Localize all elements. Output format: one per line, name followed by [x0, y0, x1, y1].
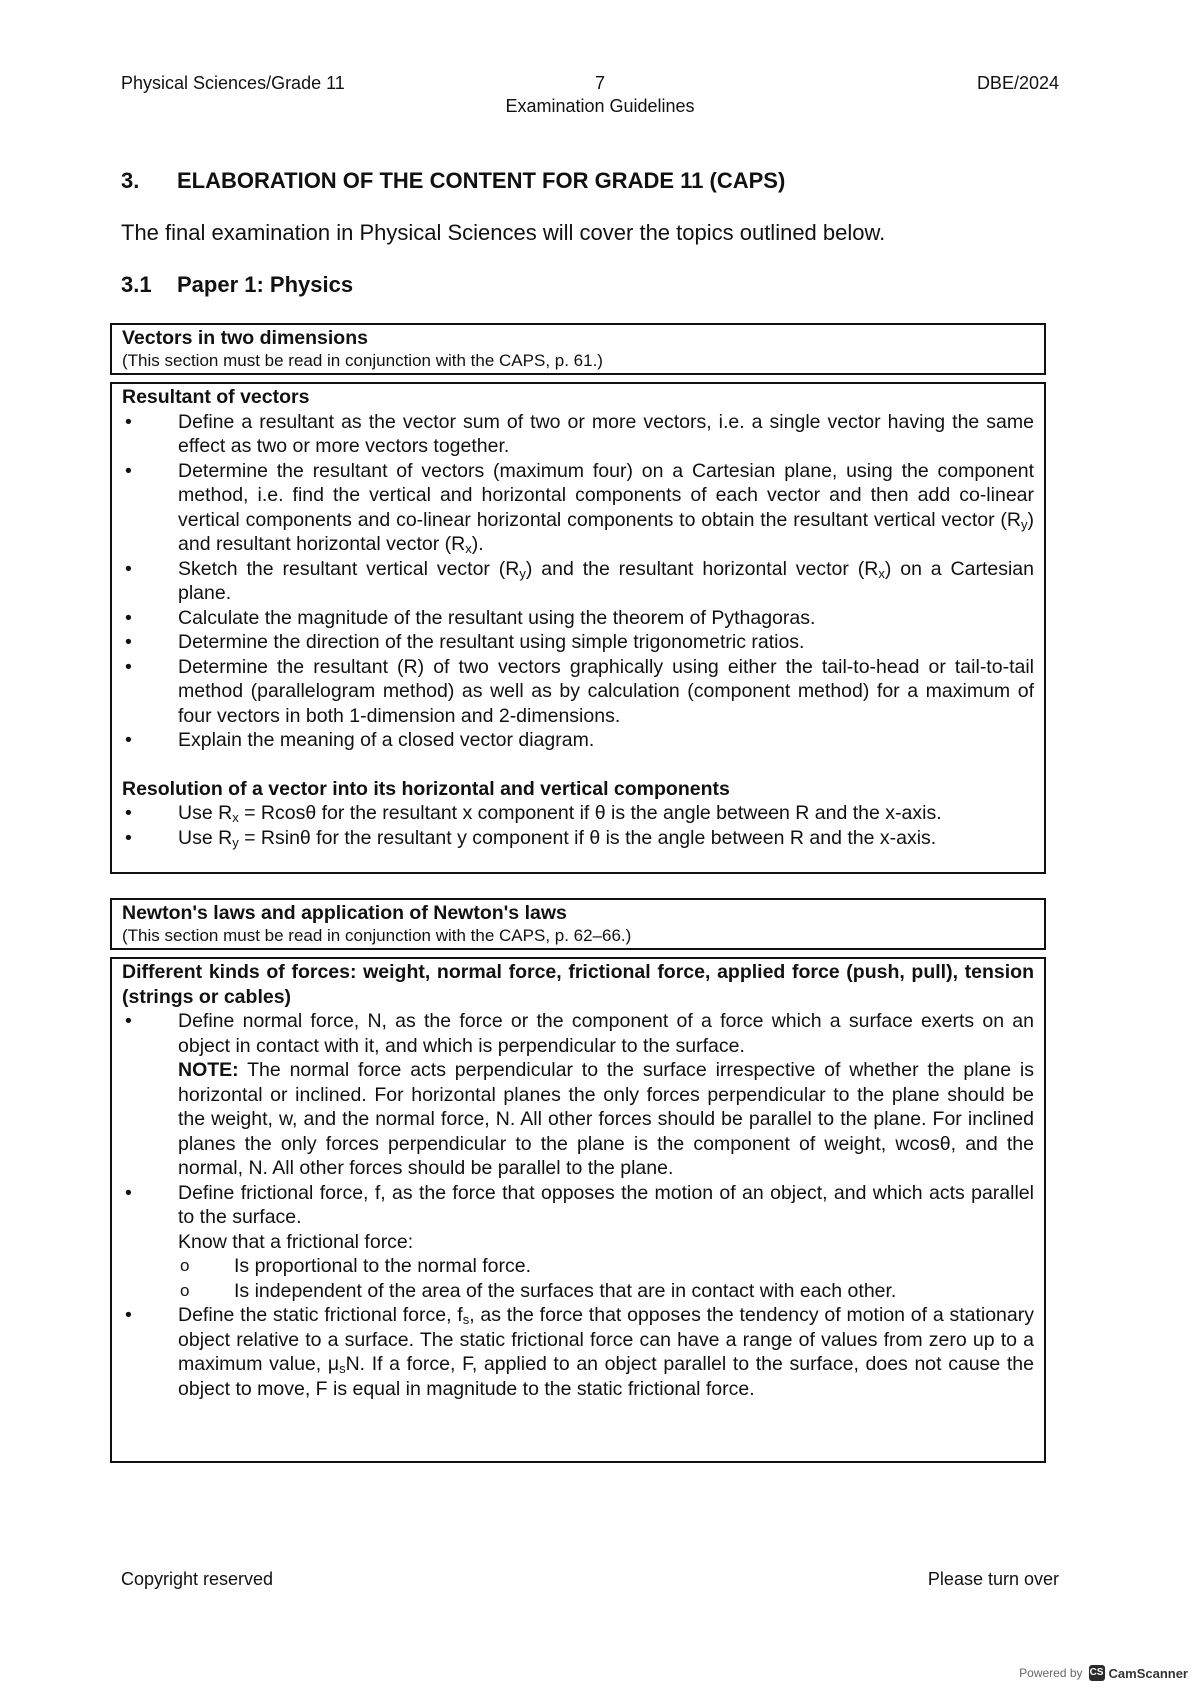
newton-reference: (This section must be read in conjunction with the CAPS, p. 62–66.): [122, 925, 632, 945]
subsection-title: Paper 1: Physics: [177, 272, 354, 297]
list-item: • Determine the resultant of vectors (maximum four) on a Cartesian plane, using the component method, i.e. find the vertical and horizontal components of each vector and then add co-linear vertical components and co-linear horizontal components to obtain the resultant vertical vector $(R_y)$ and resultant horizontal vector $(R_x)$.: [122, 459, 1034, 557]
section-intro: The final examination in Physical Sciences will cover the topics outlined below.: [121, 220, 886, 245]
camscanner-logo: [1089, 1665, 1188, 1681]
note-paragraph: NOTE: The normal force acts perpendicular to the surface irrespective of whether the plane is horizontal or inclined. For horizontal planes the only forces perpendicular to the plane should be the weight, w, and the normal force, N. All other forces should be parallel to the plane. For inclined planes the only forces perpendicular to the plane is the component of weight, wcosθ, and the normal, N. All other forces should be parallel to the plane.: [178, 1059, 1034, 1179]
vectors-content-box: [110, 382, 1046, 874]
newton-title: Newton's laws and application of Newton's laws: [122, 902, 567, 924]
forces-heading: Different kinds of forces: weight, normal force, frictional force, applied force (push, pull), tension (strings or cables): [122, 961, 1034, 1008]
camscanner-brand: CamScanner: [1108, 1665, 1188, 1681]
footer-copyright: Copyright reserved: [121, 1569, 274, 1589]
newton-content-box: [110, 957, 1046, 1463]
newton-title-box: [110, 898, 1046, 950]
sub-list-item: o Is independent of the area of the surfaces that are in contact with each other.: [178, 1279, 1034, 1304]
list-item: • Use $R_x = Rcos\theta$ for the resultant x component if θ is the angle between R and the x-axis.: [122, 801, 1034, 826]
list-item: • Determine the direction of the resultant using simple trigonometric ratios.: [122, 630, 1034, 655]
section-title: ELABORATION OF THE CONTENT FOR GRADE 11 (CAPS): [177, 168, 786, 193]
vectors-reference: (This section must be read in conjunction with the CAPS, p. 61.): [122, 350, 603, 370]
list-item: • Use $R_y = Rsin\theta$ for the resultant y component if θ is the angle between R and the x-axis.: [122, 826, 1034, 851]
camscanner-icon: CS: [1089, 1665, 1105, 1681]
header-subtitle: Examination Guidelines: [505, 96, 695, 116]
header-subject: Physical Sciences/Grade 11: [121, 73, 345, 93]
vectors-title-box: [110, 323, 1046, 375]
list-item: • Define normal force, N, as the force or the component of a force which a surface exerts on an object in contact with it, and which is perpendicular to the surface. NOTE: The normal force acts perpendicular to the surface irrespective of whether the plane is horizontal or inclined. For horizontal planes the only forces perpendicular to the plane should be the weight, w, and the normal force, N. All other forces should be parallel to the plane. For inclined planes the only forces perpendicular to the plane is the component of weight, wcosθ, and the normal, N. All other forces should be parallel to the plane.: [122, 1009, 1034, 1181]
resolution-list: [122, 801, 1034, 850]
list-item: • Define a resultant as the vector sum of two or more vectors, i.e. a single vector having the same effect as two or more vectors together.: [122, 410, 1034, 459]
list-item: • Determine the resultant (R) of two vectors graphically using either the tail-to-head or tail-to-tail method (parallelogram method) as well as by calculation (component method) for a maximum of four vectors in both 1-dimension and 2-dimensions.: [122, 655, 1034, 729]
list-item: • Calculate the magnitude of the resultant using the theorem of Pythagoras.: [122, 606, 1034, 631]
page-number: 7: [594, 73, 605, 93]
sub-list: [178, 1254, 1034, 1303]
vectors-title: Vectors in two dimensions: [122, 327, 368, 349]
footer-turn-over: Please turn over: [927, 1569, 1059, 1589]
subsection-heading: [121, 272, 353, 298]
note-label: NOTE:: [178, 1059, 239, 1081]
resultant-heading: Resultant of vectors: [122, 386, 310, 408]
sub-list-item: o Is proportional to the normal force.: [178, 1254, 1034, 1279]
know-line: Know that a frictional force:: [178, 1230, 414, 1253]
list-item: • Define frictional force, f, as the force that opposes the motion of an object, and which acts parallel to the surface. Know that a frictional force: o Is proportional to the normal force. o Is independent of the area of the surfaces that are in contact with each other.: [122, 1181, 1034, 1304]
camscanner-watermark: [1019, 1665, 1188, 1681]
list-item: • Sketch the resultant vertical vector $(R_y)$ and the resultant horizontal vector $(R_x)$ on a Cartesian plane.: [122, 557, 1034, 606]
subsection-number: 3.1: [121, 272, 152, 297]
section-number: 3.: [121, 168, 140, 193]
list-item: • Explain the meaning of a closed vector diagram.: [122, 728, 1034, 753]
forces-list: [122, 1009, 1034, 1401]
resultant-list: [122, 410, 1034, 753]
list-item: • Define the static frictional force, $f_s$, as the force that opposes the tendency of motion of a stationary object relative to a surface. The static frictional force can have a range of values from zero up to a maximum value, $\mu_sN$. If a force, F, applied to an object parallel to the surface, does not cause the object to move, F is equal in magnitude to the static frictional force.: [122, 1303, 1034, 1401]
powered-by-label: Powered by: [1019, 1666, 1083, 1680]
header-reference: DBE/2024: [976, 73, 1059, 93]
section-heading: [121, 168, 785, 194]
resolution-heading: Resolution of a vector into its horizontal and vertical components: [122, 777, 730, 800]
